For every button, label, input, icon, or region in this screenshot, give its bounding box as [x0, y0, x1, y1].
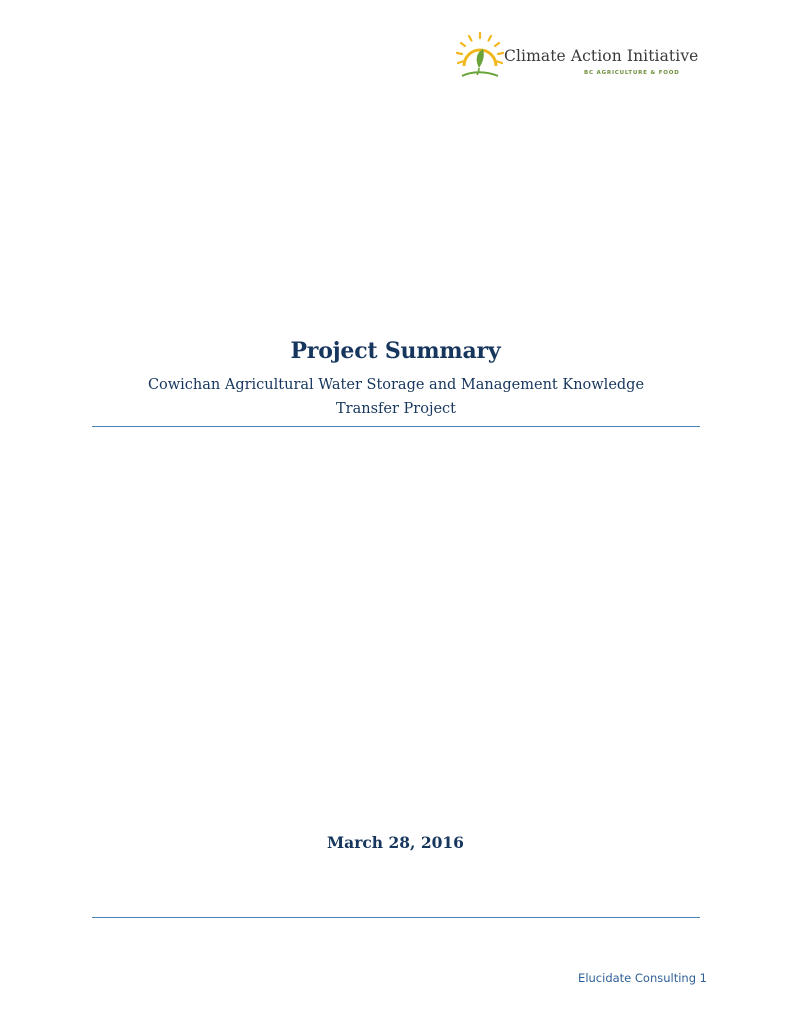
logo-title: Climate Action Initiative: [504, 47, 699, 65]
sun-sprout-icon: [450, 30, 504, 80]
document-date: March 28, 2016: [327, 833, 464, 852]
document-subtitle: [92, 373, 700, 421]
climate-action-initiative-logo: [450, 30, 710, 82]
top-divider: [92, 426, 700, 427]
bottom-divider: [92, 917, 700, 918]
subtitle-line-2: Transfer Project: [336, 401, 456, 417]
page-footer: Elucidate Consulting 1: [578, 971, 707, 985]
subtitle-line-1: Cowichan Agricultural Water Storage and Management Knowledge: [147, 377, 645, 393]
logo-subtitle: BC AGRICULTURE & FOOD: [584, 70, 680, 76]
document-title: Project Summary: [290, 338, 501, 364]
